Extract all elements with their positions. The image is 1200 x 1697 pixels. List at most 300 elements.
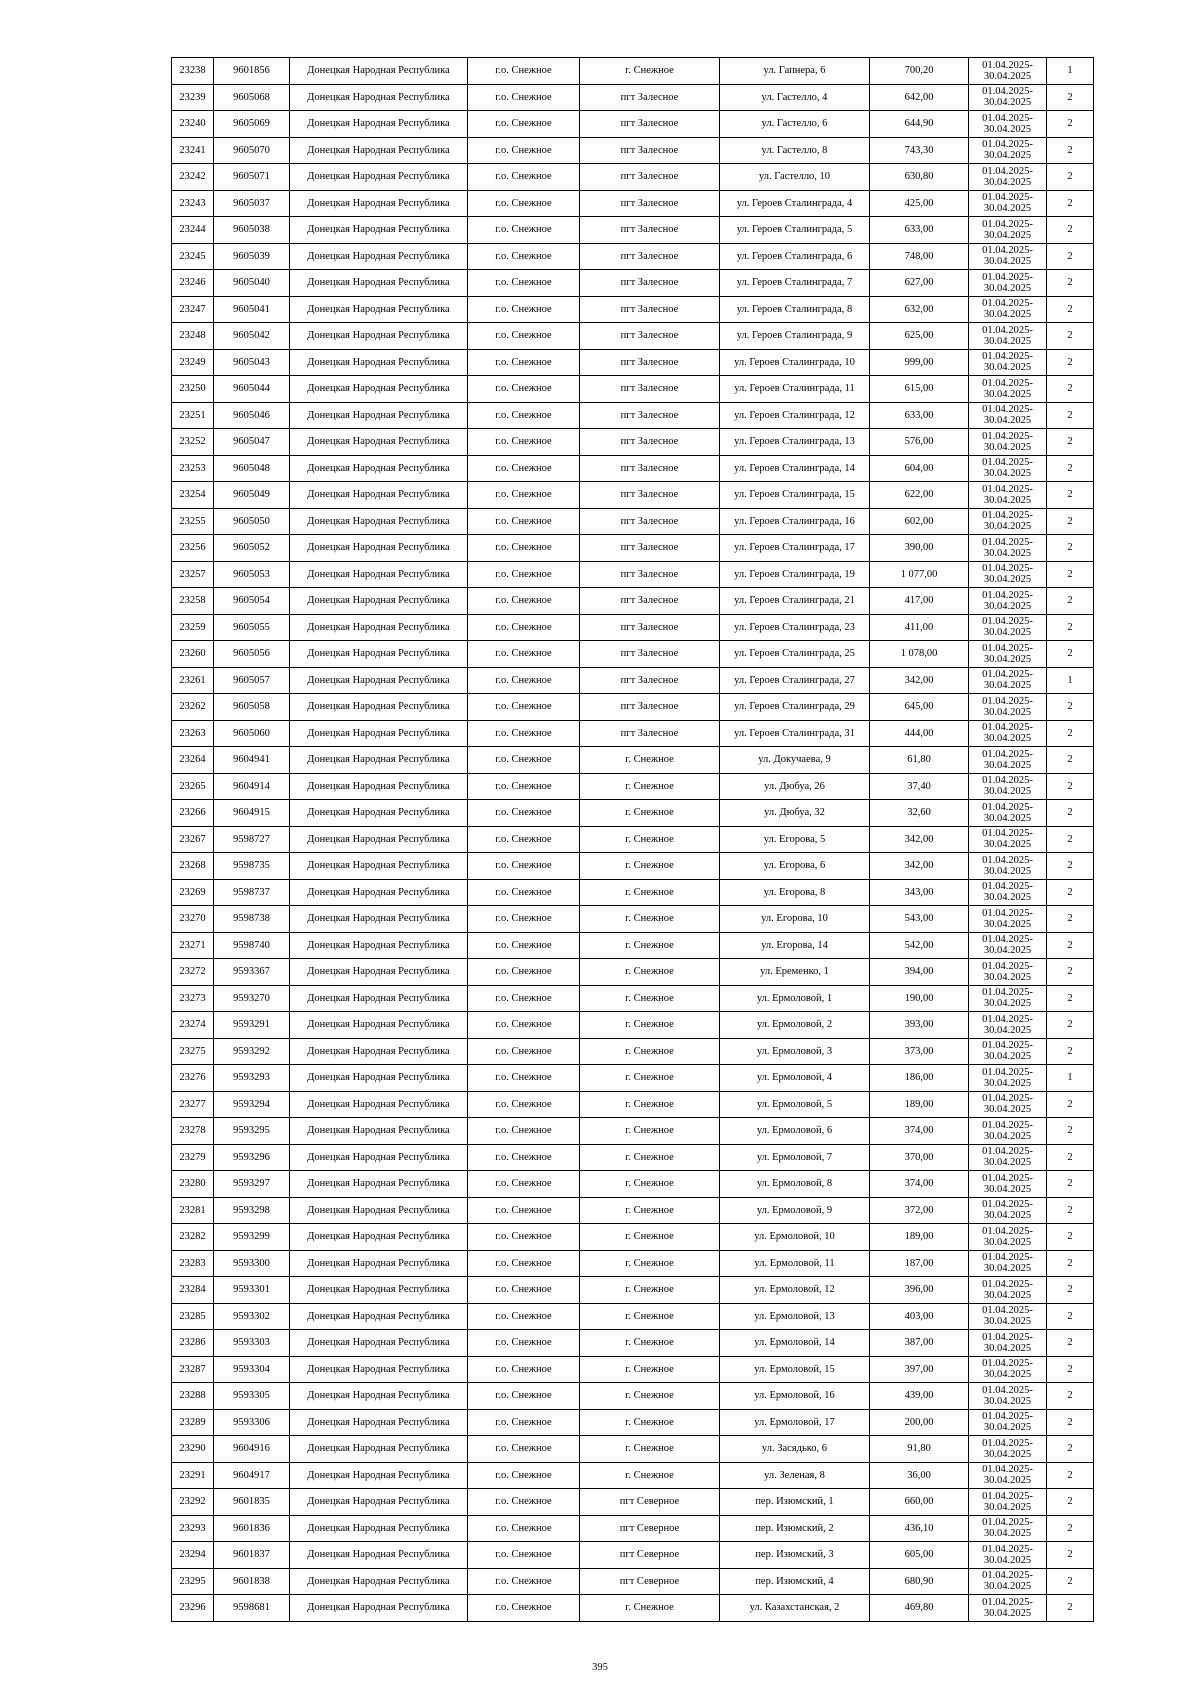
table-row	[172, 1012, 1094, 1039]
area-cell: 374,00	[870, 1118, 969, 1145]
settlement-cell: пгт Залесное	[580, 349, 720, 376]
table-row	[172, 667, 1094, 694]
period-cell: 01.04.2025- 30.04.2025	[969, 1409, 1047, 1436]
area-cell: 999,00	[870, 349, 969, 376]
settlement-cell: г. Снежное	[580, 1224, 720, 1251]
period-cell: 01.04.2025- 30.04.2025	[969, 1462, 1047, 1489]
area-cell: 372,00	[870, 1197, 969, 1224]
registry-table	[171, 57, 1094, 1622]
district-cell: г.о. Снежное	[468, 853, 580, 880]
region-cell: Донецкая Народная Республика	[290, 84, 468, 111]
region-cell: Донецкая Народная Республика	[290, 1462, 468, 1489]
district-cell: г.о. Снежное	[468, 508, 580, 535]
address-cell: ул. Ермоловой, 7	[720, 1144, 870, 1171]
address-cell: ул. Егорова, 5	[720, 826, 870, 853]
period-cell: 01.04.2025- 30.04.2025	[969, 296, 1047, 323]
area-cell: 411,00	[870, 614, 969, 641]
object-id-cell: 9605042	[214, 323, 290, 350]
period-cell: 01.04.2025- 30.04.2025	[969, 508, 1047, 535]
address-cell: пер. Изюмский, 4	[720, 1568, 870, 1595]
area-cell: 91,80	[870, 1436, 969, 1463]
settlement-cell: пгт Залесное	[580, 164, 720, 191]
settlement-cell: г. Снежное	[580, 1462, 720, 1489]
period-cell: 01.04.2025- 30.04.2025	[969, 1038, 1047, 1065]
district-cell: г.о. Снежное	[468, 1197, 580, 1224]
table-row	[172, 508, 1094, 535]
area-cell: 190,00	[870, 985, 969, 1012]
area-cell: 343,00	[870, 879, 969, 906]
object-id-cell: 9593299	[214, 1224, 290, 1251]
count-cell: 2	[1047, 270, 1094, 297]
address-cell: ул. Героев Сталинграда, 9	[720, 323, 870, 350]
table-row	[172, 111, 1094, 138]
address-cell: ул. Героев Сталинграда, 4	[720, 190, 870, 217]
count-cell: 2	[1047, 1462, 1094, 1489]
row-number-cell: 23289	[172, 1409, 214, 1436]
table-row	[172, 1595, 1094, 1622]
row-number-cell: 23275	[172, 1038, 214, 1065]
count-cell: 2	[1047, 217, 1094, 244]
region-cell: Донецкая Народная Республика	[290, 1250, 468, 1277]
settlement-cell: пгт Северное	[580, 1542, 720, 1569]
address-cell: ул. Героев Сталинграда, 23	[720, 614, 870, 641]
period-cell: 01.04.2025- 30.04.2025	[969, 853, 1047, 880]
count-cell: 2	[1047, 614, 1094, 641]
row-number-cell: 23248	[172, 323, 214, 350]
address-cell: ул. Гастелло, 6	[720, 111, 870, 138]
region-cell: Донецкая Народная Республика	[290, 270, 468, 297]
area-cell: 390,00	[870, 535, 969, 562]
count-cell: 2	[1047, 296, 1094, 323]
object-id-cell: 9605056	[214, 641, 290, 668]
region-cell: Донецкая Народная Республика	[290, 1038, 468, 1065]
object-id-cell: 9593294	[214, 1091, 290, 1118]
count-cell: 2	[1047, 1091, 1094, 1118]
address-cell: ул. Героев Сталинграда, 6	[720, 243, 870, 270]
region-cell: Донецкая Народная Республика	[290, 1224, 468, 1251]
settlement-cell: пгт Северное	[580, 1515, 720, 1542]
area-cell: 36,00	[870, 1462, 969, 1489]
region-cell: Донецкая Народная Республика	[290, 720, 468, 747]
region-cell: Донецкая Народная Республика	[290, 853, 468, 880]
region-cell: Донецкая Народная Республика	[290, 1065, 468, 1092]
address-cell: ул. Ермоловой, 10	[720, 1224, 870, 1251]
count-cell: 2	[1047, 932, 1094, 959]
area-cell: 61,80	[870, 747, 969, 774]
district-cell: г.о. Снежное	[468, 1542, 580, 1569]
area-cell: 387,00	[870, 1330, 969, 1357]
settlement-cell: г. Снежное	[580, 1038, 720, 1065]
region-cell: Донецкая Народная Республика	[290, 747, 468, 774]
object-id-cell: 9593304	[214, 1356, 290, 1383]
object-id-cell: 9605057	[214, 667, 290, 694]
period-cell: 01.04.2025- 30.04.2025	[969, 694, 1047, 721]
address-cell: ул. Героев Сталинграда, 17	[720, 535, 870, 562]
table-row	[172, 243, 1094, 270]
table-row	[172, 217, 1094, 244]
table-row	[172, 270, 1094, 297]
address-cell: ул. Ермоловой, 13	[720, 1303, 870, 1330]
area-cell: 37,40	[870, 773, 969, 800]
settlement-cell: г. Снежное	[580, 1250, 720, 1277]
region-cell: Донецкая Народная Республика	[290, 561, 468, 588]
address-cell: ул. Героев Сталинграда, 27	[720, 667, 870, 694]
table-row	[172, 429, 1094, 456]
area-cell: 186,00	[870, 1065, 969, 1092]
object-id-cell: 9605069	[214, 111, 290, 138]
settlement-cell: пгт Залесное	[580, 455, 720, 482]
period-cell: 01.04.2025- 30.04.2025	[969, 720, 1047, 747]
area-cell: 342,00	[870, 853, 969, 880]
region-cell: Донецкая Народная Республика	[290, 323, 468, 350]
row-number-cell: 23261	[172, 667, 214, 694]
region-cell: Донецкая Народная Республика	[290, 402, 468, 429]
region-cell: Донецкая Народная Республика	[290, 614, 468, 641]
count-cell: 2	[1047, 111, 1094, 138]
region-cell: Донецкая Народная Республика	[290, 641, 468, 668]
period-cell: 01.04.2025- 30.04.2025	[969, 667, 1047, 694]
period-cell: 01.04.2025- 30.04.2025	[969, 482, 1047, 509]
count-cell: 2	[1047, 1409, 1094, 1436]
settlement-cell: пгт Залесное	[580, 720, 720, 747]
address-cell: ул. Героев Сталинграда, 25	[720, 641, 870, 668]
row-number-cell: 23238	[172, 58, 214, 85]
district-cell: г.о. Снежное	[468, 296, 580, 323]
region-cell: Донецкая Народная Республика	[290, 1091, 468, 1118]
count-cell: 2	[1047, 959, 1094, 986]
district-cell: г.о. Снежное	[468, 323, 580, 350]
region-cell: Донецкая Народная Республика	[290, 243, 468, 270]
area-cell: 660,00	[870, 1489, 969, 1516]
object-id-cell: 9605068	[214, 84, 290, 111]
object-id-cell: 9601837	[214, 1542, 290, 1569]
area-cell: 543,00	[870, 906, 969, 933]
count-cell: 2	[1047, 1277, 1094, 1304]
area-cell: 1 078,00	[870, 641, 969, 668]
district-cell: г.о. Снежное	[468, 1250, 580, 1277]
period-cell: 01.04.2025- 30.04.2025	[969, 932, 1047, 959]
district-cell: г.о. Снежное	[468, 111, 580, 138]
object-id-cell: 9593296	[214, 1144, 290, 1171]
table-row	[172, 349, 1094, 376]
row-number-cell: 23295	[172, 1568, 214, 1595]
period-cell: 01.04.2025- 30.04.2025	[969, 217, 1047, 244]
settlement-cell: г. Снежное	[580, 1065, 720, 1092]
table-row	[172, 58, 1094, 85]
row-number-cell: 23277	[172, 1091, 214, 1118]
period-cell: 01.04.2025- 30.04.2025	[969, 1065, 1047, 1092]
address-cell: ул. Ермоловой, 12	[720, 1277, 870, 1304]
object-id-cell: 9605037	[214, 190, 290, 217]
object-id-cell: 9593300	[214, 1250, 290, 1277]
object-id-cell: 9605053	[214, 561, 290, 588]
count-cell: 2	[1047, 1224, 1094, 1251]
settlement-cell: пгт Залесное	[580, 535, 720, 562]
settlement-cell: пгт Залесное	[580, 84, 720, 111]
settlement-cell: г. Снежное	[580, 853, 720, 880]
table-row	[172, 985, 1094, 1012]
district-cell: г.о. Снежное	[468, 985, 580, 1012]
district-cell: г.о. Снежное	[468, 349, 580, 376]
period-cell: 01.04.2025- 30.04.2025	[969, 800, 1047, 827]
object-id-cell: 9604914	[214, 773, 290, 800]
area-cell: 439,00	[870, 1383, 969, 1410]
region-cell: Донецкая Народная Республика	[290, 111, 468, 138]
row-number-cell: 23286	[172, 1330, 214, 1357]
area-cell: 396,00	[870, 1277, 969, 1304]
settlement-cell: пгт Северное	[580, 1568, 720, 1595]
region-cell: Донецкая Народная Республика	[290, 1118, 468, 1145]
period-cell: 01.04.2025- 30.04.2025	[969, 270, 1047, 297]
row-number-cell: 23252	[172, 429, 214, 456]
settlement-cell: г. Снежное	[580, 1356, 720, 1383]
period-cell: 01.04.2025- 30.04.2025	[969, 455, 1047, 482]
object-id-cell: 9605054	[214, 588, 290, 615]
period-cell: 01.04.2025- 30.04.2025	[969, 111, 1047, 138]
object-id-cell: 9598738	[214, 906, 290, 933]
count-cell: 2	[1047, 720, 1094, 747]
table-row	[172, 959, 1094, 986]
count-cell: 2	[1047, 1356, 1094, 1383]
area-cell: 632,00	[870, 296, 969, 323]
row-number-cell: 23246	[172, 270, 214, 297]
address-cell: ул. Ермоловой, 5	[720, 1091, 870, 1118]
table-row	[172, 614, 1094, 641]
object-id-cell: 9598681	[214, 1595, 290, 1622]
area-cell: 393,00	[870, 1012, 969, 1039]
table-row	[172, 826, 1094, 853]
address-cell: ул. Гапнера, 6	[720, 58, 870, 85]
object-id-cell: 9593302	[214, 1303, 290, 1330]
table-row	[172, 747, 1094, 774]
table-row	[172, 1409, 1094, 1436]
region-cell: Донецкая Народная Республика	[290, 1383, 468, 1410]
settlement-cell: пгт Залесное	[580, 694, 720, 721]
row-number-cell: 23281	[172, 1197, 214, 1224]
period-cell: 01.04.2025- 30.04.2025	[969, 1197, 1047, 1224]
area-cell: 200,00	[870, 1409, 969, 1436]
area-cell: 370,00	[870, 1144, 969, 1171]
district-cell: г.о. Снежное	[468, 1091, 580, 1118]
district-cell: г.о. Снежное	[468, 1330, 580, 1357]
region-cell: Донецкая Народная Республика	[290, 217, 468, 244]
table-row	[172, 694, 1094, 721]
row-number-cell: 23270	[172, 906, 214, 933]
area-cell: 403,00	[870, 1303, 969, 1330]
period-cell: 01.04.2025- 30.04.2025	[969, 1515, 1047, 1542]
count-cell: 2	[1047, 1144, 1094, 1171]
page-number: 395	[592, 1662, 608, 1673]
settlement-cell: пгт Залесное	[580, 614, 720, 641]
table-row	[172, 720, 1094, 747]
settlement-cell: г. Снежное	[580, 1303, 720, 1330]
period-cell: 01.04.2025- 30.04.2025	[969, 1330, 1047, 1357]
area-cell: 1 077,00	[870, 561, 969, 588]
count-cell: 2	[1047, 323, 1094, 350]
object-id-cell: 9605048	[214, 455, 290, 482]
district-cell: г.о. Снежное	[468, 1568, 580, 1595]
table-row	[172, 588, 1094, 615]
settlement-cell: пгт Залесное	[580, 137, 720, 164]
district-cell: г.о. Снежное	[468, 1515, 580, 1542]
settlement-cell: г. Снежное	[580, 800, 720, 827]
count-cell: 2	[1047, 1330, 1094, 1357]
table-row	[172, 1436, 1094, 1463]
region-cell: Донецкая Народная Республика	[290, 1595, 468, 1622]
period-cell: 01.04.2025- 30.04.2025	[969, 906, 1047, 933]
address-cell: ул. Героев Сталинграда, 12	[720, 402, 870, 429]
settlement-cell: пгт Залесное	[580, 667, 720, 694]
period-cell: 01.04.2025- 30.04.2025	[969, 1250, 1047, 1277]
district-cell: г.о. Снежное	[468, 932, 580, 959]
area-cell: 373,00	[870, 1038, 969, 1065]
row-number-cell: 23294	[172, 1542, 214, 1569]
count-cell: 2	[1047, 429, 1094, 456]
period-cell: 01.04.2025- 30.04.2025	[969, 1118, 1047, 1145]
district-cell: г.о. Снежное	[468, 376, 580, 403]
address-cell: ул. Ермоловой, 17	[720, 1409, 870, 1436]
address-cell: ул. Героев Сталинграда, 15	[720, 482, 870, 509]
region-cell: Донецкая Народная Республика	[290, 455, 468, 482]
table-row	[172, 1462, 1094, 1489]
count-cell: 2	[1047, 349, 1094, 376]
area-cell: 625,00	[870, 323, 969, 350]
row-number-cell: 23255	[172, 508, 214, 535]
settlement-cell: г. Снежное	[580, 1012, 720, 1039]
row-number-cell: 23249	[172, 349, 214, 376]
count-cell: 2	[1047, 1303, 1094, 1330]
period-cell: 01.04.2025- 30.04.2025	[969, 1489, 1047, 1516]
row-number-cell: 23279	[172, 1144, 214, 1171]
row-number-cell: 23283	[172, 1250, 214, 1277]
table-row	[172, 482, 1094, 509]
settlement-cell: г. Снежное	[580, 1277, 720, 1304]
table-row	[172, 853, 1094, 880]
region-cell: Донецкая Народная Республика	[290, 296, 468, 323]
period-cell: 01.04.2025- 30.04.2025	[969, 1436, 1047, 1463]
region-cell: Донецкая Народная Республика	[290, 800, 468, 827]
settlement-cell: г. Снежное	[580, 1118, 720, 1145]
row-number-cell: 23239	[172, 84, 214, 111]
row-number-cell: 23293	[172, 1515, 214, 1542]
object-id-cell: 9605043	[214, 349, 290, 376]
object-id-cell: 9601838	[214, 1568, 290, 1595]
district-cell: г.о. Снежное	[468, 959, 580, 986]
period-cell: 01.04.2025- 30.04.2025	[969, 985, 1047, 1012]
table-row	[172, 1303, 1094, 1330]
object-id-cell: 9604915	[214, 800, 290, 827]
row-number-cell: 23282	[172, 1224, 214, 1251]
district-cell: г.о. Снежное	[468, 906, 580, 933]
object-id-cell: 9593306	[214, 1409, 290, 1436]
area-cell: 604,00	[870, 455, 969, 482]
object-id-cell: 9598735	[214, 853, 290, 880]
district-cell: г.о. Снежное	[468, 84, 580, 111]
district-cell: г.о. Снежное	[468, 879, 580, 906]
table-row	[172, 1144, 1094, 1171]
count-cell: 2	[1047, 773, 1094, 800]
table-row	[172, 1065, 1094, 1092]
object-id-cell: 9598727	[214, 826, 290, 853]
area-cell: 394,00	[870, 959, 969, 986]
region-cell: Донецкая Народная Республика	[290, 694, 468, 721]
row-number-cell: 23253	[172, 455, 214, 482]
row-number-cell: 23242	[172, 164, 214, 191]
settlement-cell: г. Снежное	[580, 1409, 720, 1436]
settlement-cell: пгт Залесное	[580, 190, 720, 217]
address-cell: ул. Докучаева, 9	[720, 747, 870, 774]
period-cell: 01.04.2025- 30.04.2025	[969, 1144, 1047, 1171]
count-cell: 2	[1047, 1515, 1094, 1542]
table-row	[172, 1224, 1094, 1251]
address-cell: ул. Героев Сталинграда, 8	[720, 296, 870, 323]
settlement-cell: пгт Залесное	[580, 641, 720, 668]
address-cell: ул. Зеленая, 8	[720, 1462, 870, 1489]
object-id-cell: 9605047	[214, 429, 290, 456]
period-cell: 01.04.2025- 30.04.2025	[969, 137, 1047, 164]
period-cell: 01.04.2025- 30.04.2025	[969, 429, 1047, 456]
address-cell: ул. Дюбуа, 32	[720, 800, 870, 827]
count-cell: 1	[1047, 58, 1094, 85]
district-cell: г.о. Снежное	[468, 747, 580, 774]
count-cell: 2	[1047, 800, 1094, 827]
row-number-cell: 23269	[172, 879, 214, 906]
settlement-cell: пгт Залесное	[580, 588, 720, 615]
region-cell: Донецкая Народная Республика	[290, 1330, 468, 1357]
address-cell: ул. Героев Сталинграда, 21	[720, 588, 870, 615]
period-cell: 01.04.2025- 30.04.2025	[969, 1595, 1047, 1622]
district-cell: г.о. Снежное	[468, 1409, 580, 1436]
count-cell: 2	[1047, 137, 1094, 164]
table-row	[172, 1330, 1094, 1357]
region-cell: Донецкая Народная Республика	[290, 376, 468, 403]
area-cell: 700,20	[870, 58, 969, 85]
object-id-cell: 9593297	[214, 1171, 290, 1198]
settlement-cell: г. Снежное	[580, 1383, 720, 1410]
object-id-cell: 9598740	[214, 932, 290, 959]
period-cell: 01.04.2025- 30.04.2025	[969, 1012, 1047, 1039]
settlement-cell: пгт Залесное	[580, 508, 720, 535]
table-row	[172, 1568, 1094, 1595]
settlement-cell: г. Снежное	[580, 773, 720, 800]
object-id-cell: 9593303	[214, 1330, 290, 1357]
settlement-cell: г. Снежное	[580, 1144, 720, 1171]
count-cell: 2	[1047, 1250, 1094, 1277]
settlement-cell: пгт Залесное	[580, 323, 720, 350]
row-number-cell: 23254	[172, 482, 214, 509]
count-cell: 2	[1047, 84, 1094, 111]
count-cell: 2	[1047, 853, 1094, 880]
district-cell: г.о. Снежное	[468, 243, 580, 270]
row-number-cell: 23273	[172, 985, 214, 1012]
settlement-cell: пгт Залесное	[580, 429, 720, 456]
address-cell: ул. Ермоловой, 4	[720, 1065, 870, 1092]
period-cell: 01.04.2025- 30.04.2025	[969, 747, 1047, 774]
district-cell: г.о. Снежное	[468, 217, 580, 244]
district-cell: г.о. Снежное	[468, 800, 580, 827]
address-cell: ул. Ермоловой, 8	[720, 1171, 870, 1198]
table-row	[172, 1091, 1094, 1118]
table-row	[172, 296, 1094, 323]
address-cell: ул. Ермоловой, 14	[720, 1330, 870, 1357]
district-cell: г.о. Снежное	[468, 826, 580, 853]
address-cell: ул. Героев Сталинграда, 11	[720, 376, 870, 403]
row-number-cell: 23264	[172, 747, 214, 774]
settlement-cell: г. Снежное	[580, 1330, 720, 1357]
address-cell: ул. Героев Сталинграда, 16	[720, 508, 870, 535]
count-cell: 2	[1047, 455, 1094, 482]
row-number-cell: 23243	[172, 190, 214, 217]
